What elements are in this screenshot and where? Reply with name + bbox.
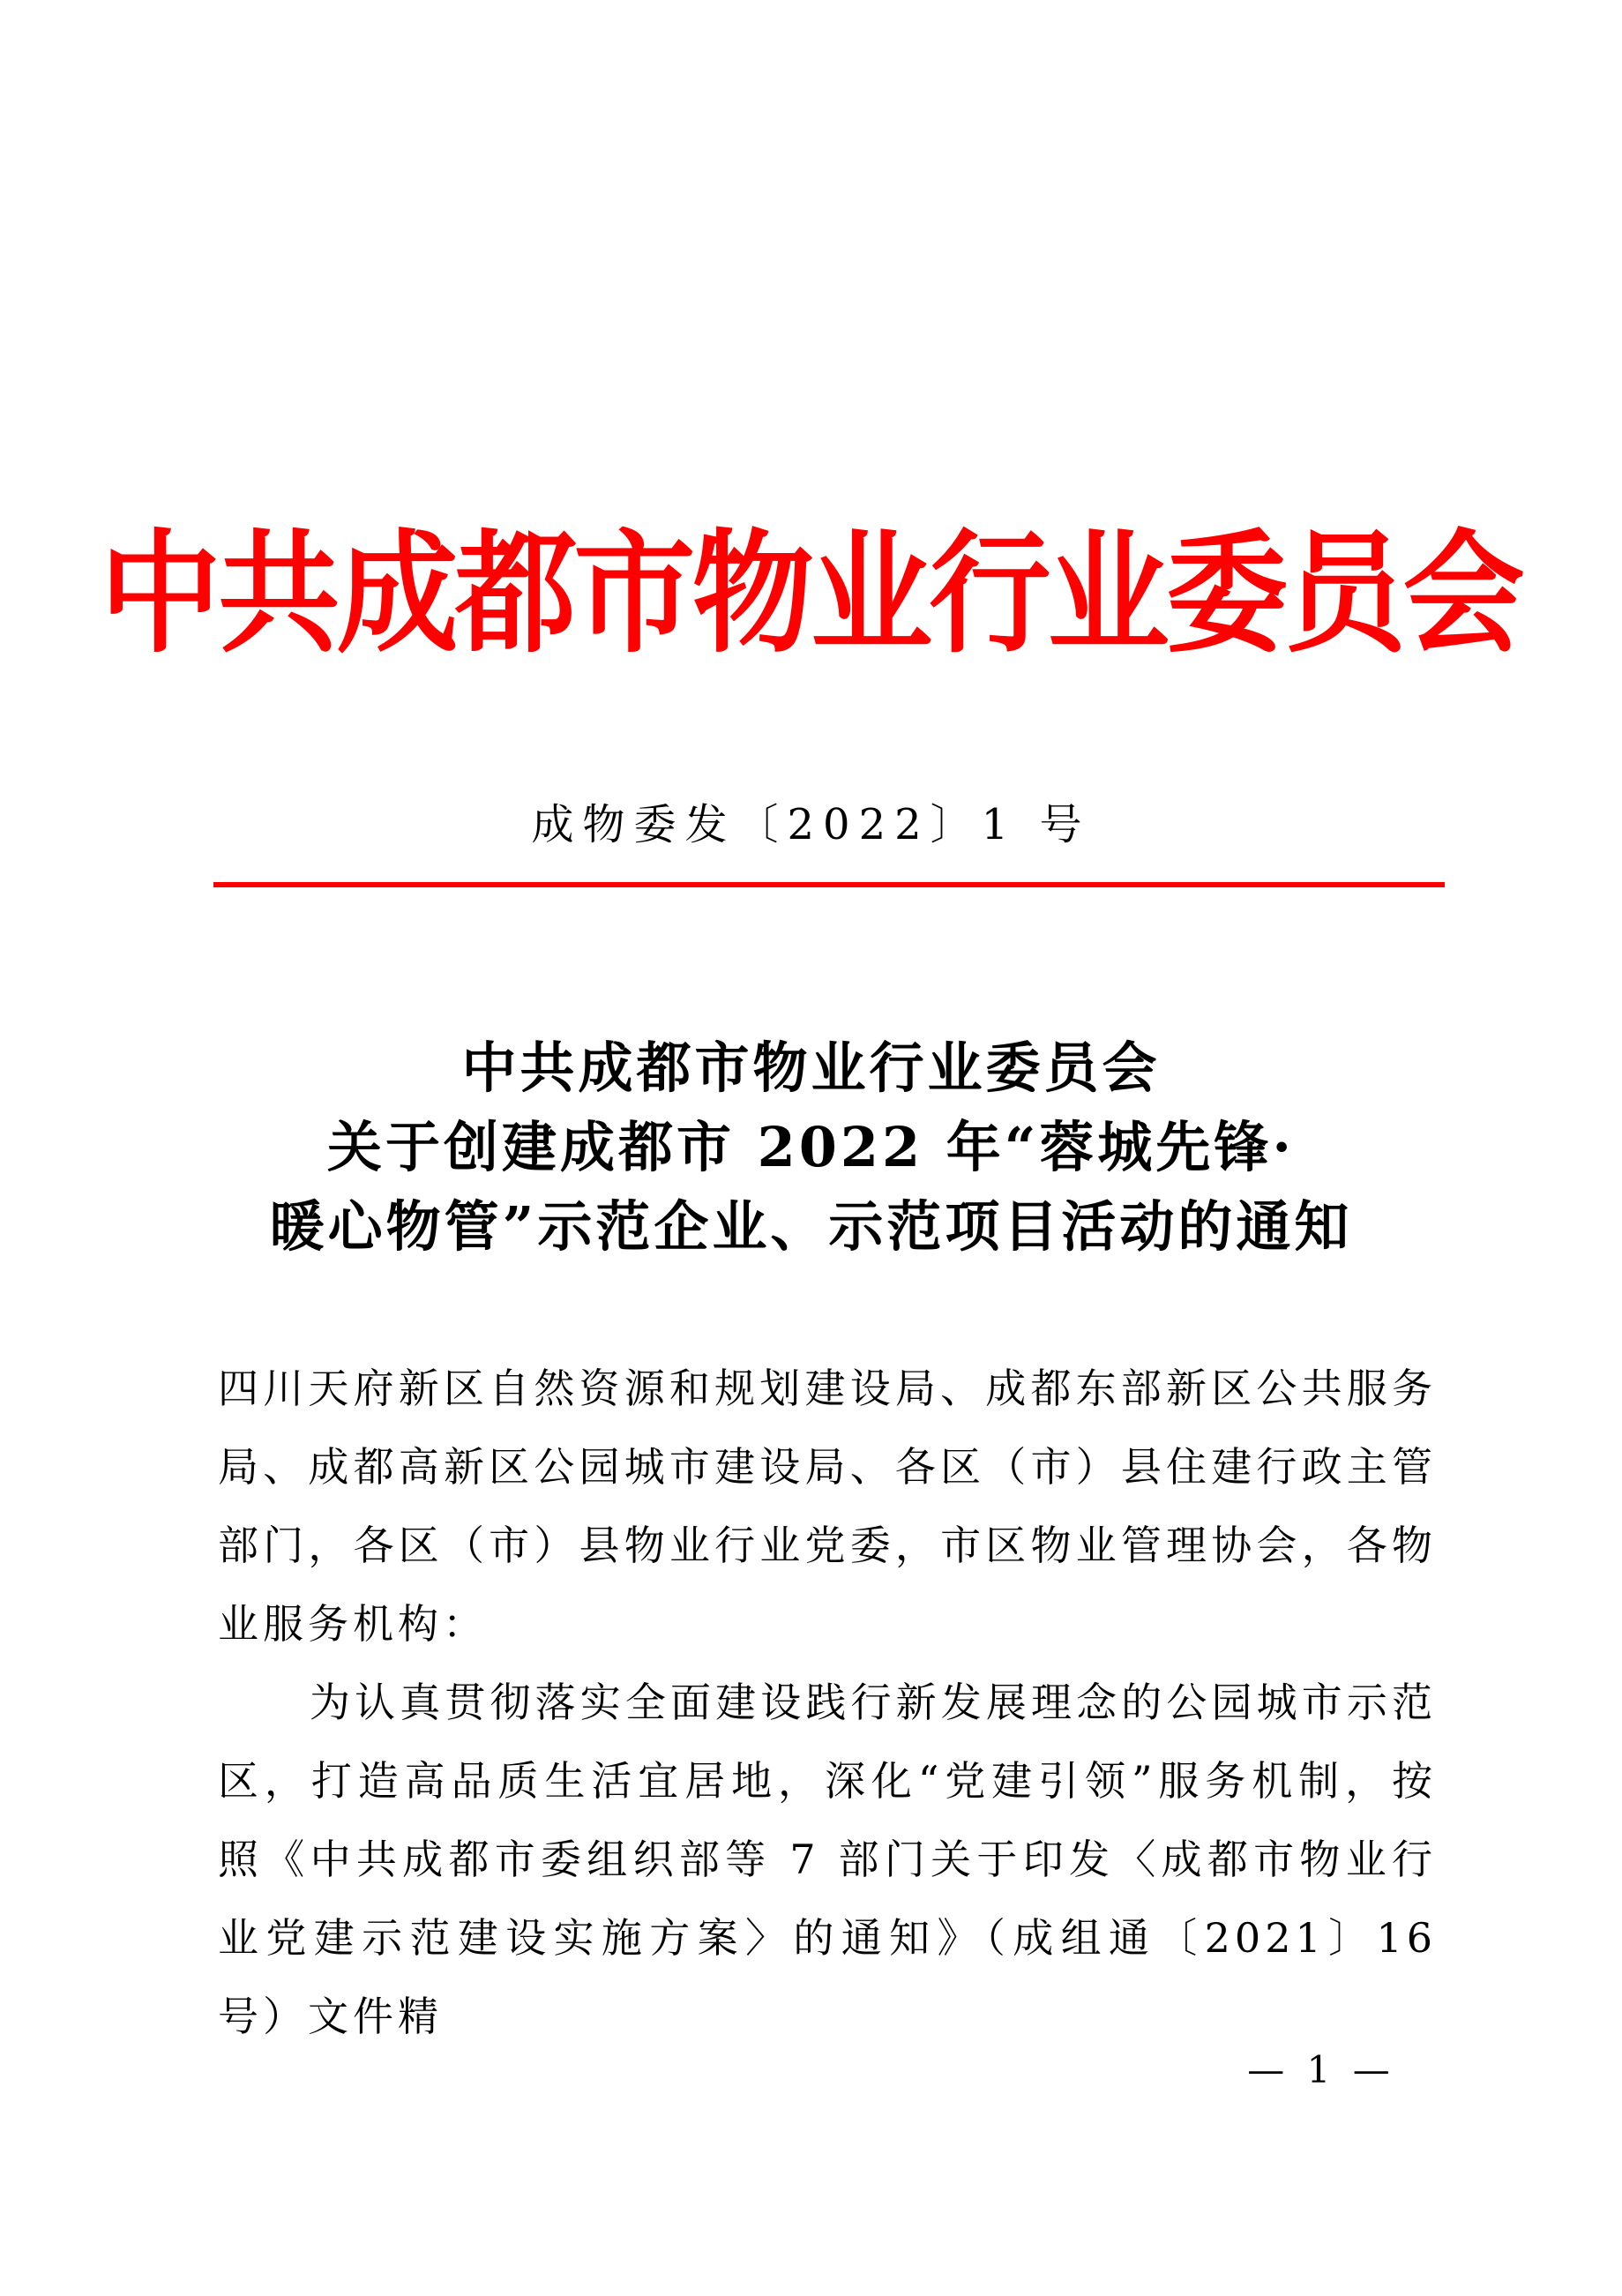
letterhead-text: 中共成都市物业行业委员会 — [100, 516, 1522, 671]
document-title — [0, 1028, 1622, 1267]
document-body — [218, 1350, 1437, 2056]
body-paragraph-recipients: 四川天府新区自然资源和规划建设局、成都东部新区公共服务局、成都高新区公园城市建设局、各区（市）县住建行政主管部门，各区（市）县物业行业党委，市区物业管理协会，各物业服务机构： — [218, 1365, 1437, 1648]
document-title-line2: 关于创建成都市 2022 年“蓉城先锋· — [327, 1115, 1295, 1179]
body-paragraph-intro: 为认真贯彻落实全面建设践行新发展理念的公园城市示范区，打造高品质生活宜居地，深化“党建引领”服务机制，按照《中共成都市委组织部等 7 部门关于印发〈成都市物业行业党建示范建设实施方案〉的通知》（成组通〔2021〕16 号）文件精 — [218, 1679, 1437, 2040]
document-number: 成物委发〔2022〕1 号 — [531, 800, 1091, 849]
letterhead-banner — [0, 516, 1622, 710]
page-number: — 1 — — [1247, 2048, 1395, 2091]
red-separator-rule — [213, 882, 1445, 887]
document-title-line1: 中共成都市物业行业委员会 — [461, 1036, 1161, 1100]
document-title-line3: 暖心物管”示范企业、示范项目活动的通知 — [269, 1194, 1353, 1259]
